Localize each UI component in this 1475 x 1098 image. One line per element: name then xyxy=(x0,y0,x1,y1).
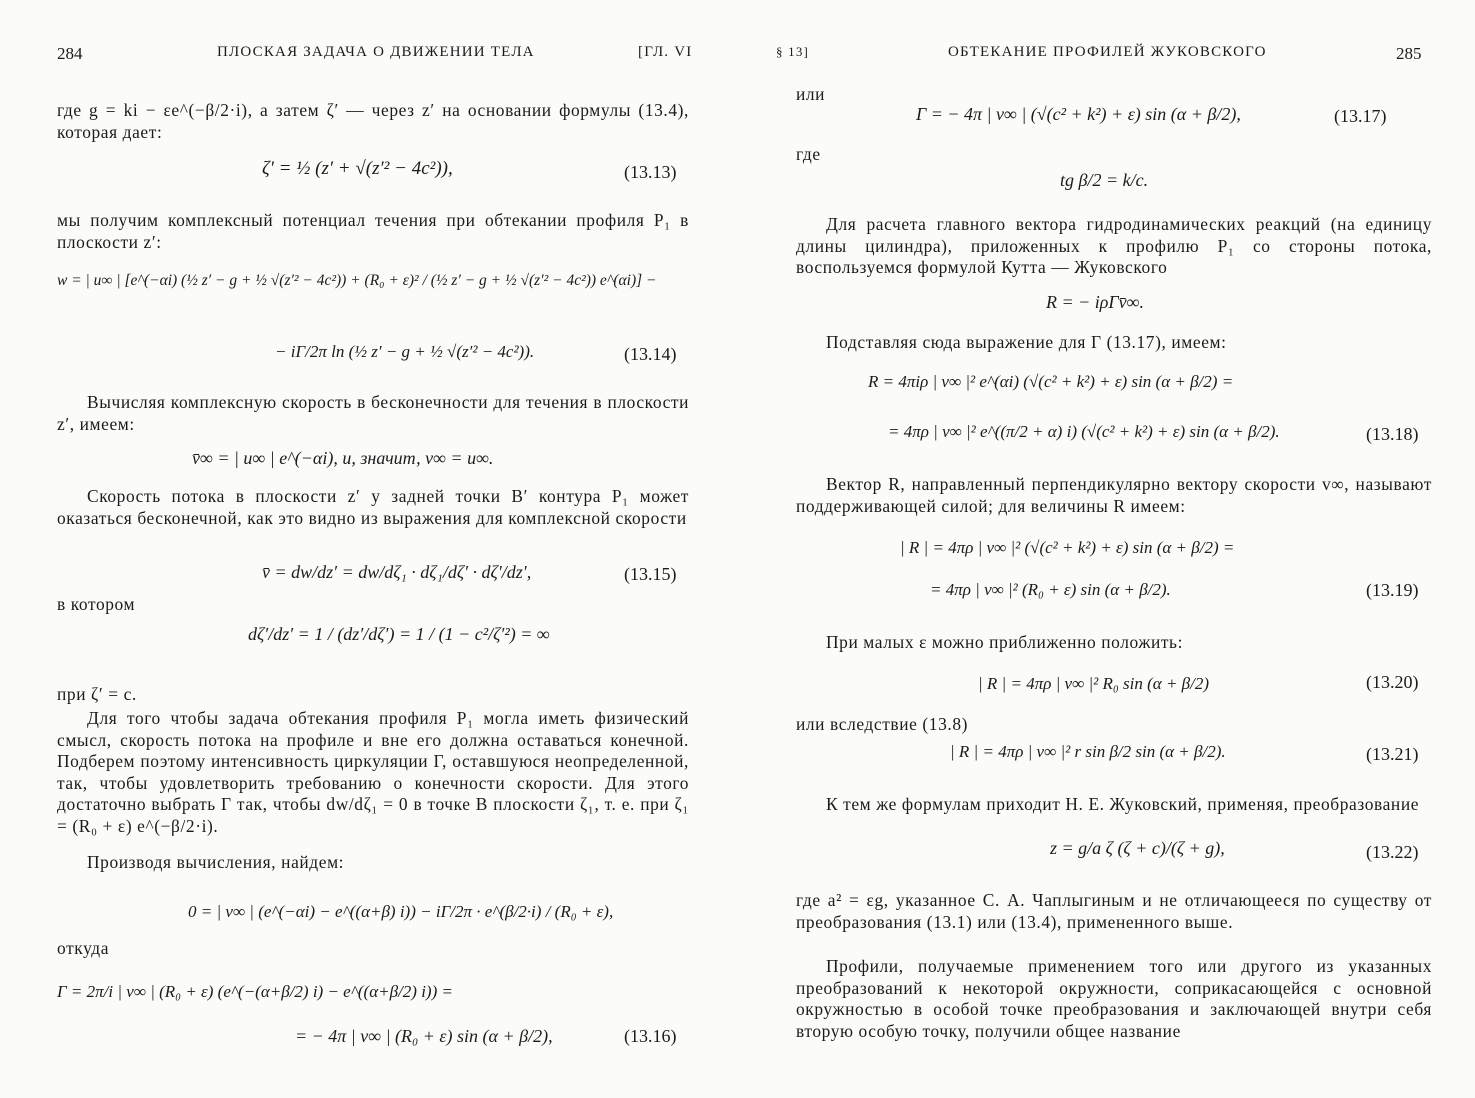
equation-13-20: | R | = 4πρ | v∞ |² R₀ sin (α + β/2) xyxy=(978,674,1210,693)
running-head: ПЛОСКАЯ ЗАДАЧА О ДВИЖЕНИИ ТЕЛА xyxy=(217,44,535,60)
paragraph: где g = ki − εe^(−β/2·i), а затем ζ′ — через z′ на основании формулы (13.4), которая дает: xyxy=(57,100,689,142)
paragraph: Подставляя сюда выражение для Γ (13.17), имеем: xyxy=(826,332,1227,352)
equation-13-15: v̄ = dw/dz′ = dw/dζ₁ · dζ₁/dζ′ · dζ′/dz′, xyxy=(262,562,532,582)
paragraph: или вследствие (13.8) xyxy=(796,714,969,734)
equation-kutta: R = − iρΓv̄∞. xyxy=(1046,292,1144,312)
paragraph: где xyxy=(796,144,821,164)
equation-13-18-line1: R = 4πiρ | v∞ |² e^(αi) (√(c² + k²) + ε) sin (α + β/2) = xyxy=(868,372,1234,391)
equation-number: (13.19) xyxy=(1366,580,1419,600)
paragraph: Вектор R, направленный перпендикулярно вектору скорости v∞, называют поддерживающей силой; для величины R имеем: xyxy=(796,474,1432,516)
equation-number: (13.14) xyxy=(624,344,677,364)
equation-number: (13.18) xyxy=(1366,424,1419,444)
equation-number: (13.15) xyxy=(624,564,677,584)
equation-13-14-line2: − iΓ/2π ln (½ z′ − g + ½ √(z′² − 4c²)). xyxy=(275,342,535,361)
equation-number: (13.17) xyxy=(1334,106,1387,126)
chapter-ref: [ГЛ. VI xyxy=(638,44,693,60)
paragraph: При малых ε можно приближенно положить: xyxy=(826,632,1184,652)
paragraph: в котором xyxy=(57,594,136,614)
equation-number: (13.20) xyxy=(1366,672,1419,692)
equation-13-22: z = g/a ζ (ζ + c)/(ζ + g), xyxy=(1050,838,1225,858)
equation-number: (13.16) xyxy=(624,1026,677,1046)
paragraph: Для того чтобы задача обтекания профиля P₁ могла иметь физический смысл, скорость потока на профиле и вне его должна оставаться конечной. Подберем поэтому интенсивность циркуляции Γ, оставшуюся неопределенной, так, чтобы удовлетворить требованию о конечности скорости. Для этого достаточно выбрать Γ так, чтобы dw/dζ₁ = 0 в точке B плоскости ζ₁, т. е. при ζ₁ = (R₀ + ε) e^(−β/2·i). xyxy=(57,708,689,836)
paragraph: где a² = εg, указанное С. А. Чаплыгиным и не отличающееся по существу от преобразования (13.1) или (13.4), примененного выше. xyxy=(796,890,1432,932)
paragraph: мы получим комплексный потенциал течения при обтекании профиля P₁ в плоскости z′: xyxy=(57,210,689,252)
equation-13-19-line2: = 4πρ | v∞ |² (R₀ + ε) sin (α + β/2). xyxy=(930,580,1171,599)
equation-13-13: ζ′ = ½ (z′ + √(z′² − 4c²)), xyxy=(262,158,453,179)
equation-13-16-line1: Γ = 2π/i | v∞ | (R₀ + ε) (e^(−(α+β/2) i) − e^((α+β/2) i)) = xyxy=(57,982,453,1001)
equation-v-infinity: v̄∞ = | u∞ | e^(−αi), и, значит, v∞ = u∞. xyxy=(192,448,494,468)
paragraph: Производя вычисления, найдем: xyxy=(87,852,345,872)
running-head: ОБТЕКАНИЕ ПРОФИЛЕЙ ЖУКОВСКОГО xyxy=(948,44,1267,60)
page-number: 285 xyxy=(1396,44,1422,63)
right-page xyxy=(738,0,1475,1098)
left-page xyxy=(0,0,737,1098)
paragraph: Скорость потока в плоскости z′ у задней точки B′ контура P₁ может оказаться бесконечной, как это видно из выражения для комплексной скорости xyxy=(57,486,689,528)
paragraph: Вычисляя комплексную скорость в бесконечности для течения в плоскости z′, имеем: xyxy=(57,392,689,434)
equation-13-21: | R | = 4πρ | v∞ |² r sin β/2 sin (α + β/2). xyxy=(950,742,1226,761)
equation-zero: 0 = | v∞ | (e^(−αi) − e^((α+β) i)) − iΓ/2π · e^(β/2·i) / (R₀ + ε), xyxy=(188,902,614,921)
equation-infinity: dζ′/dz′ = 1 / (dz′/dζ′) = 1 / (1 − c²/ζ′²) = ∞ xyxy=(248,624,550,644)
paragraph: при ζ′ = c. xyxy=(57,684,137,704)
equation-13-19-line1: | R | = 4πρ | v∞ |² (√(c² + k²) + ε) sin (α + β/2) = xyxy=(900,538,1235,557)
equation-13-17: Γ = − 4π | v∞ | (√(c² + k²) + ε) sin (α + β/2), xyxy=(916,104,1241,124)
equation-number: (13.21) xyxy=(1366,744,1419,764)
page-number: 284 xyxy=(57,44,83,63)
section-ref: § 13] xyxy=(776,44,810,59)
equation-13-18-line2: = 4πρ | v∞ |² e^((π/2 + α) i) (√(c² + k²) + ε) sin (α + β/2). xyxy=(888,422,1280,441)
equation-number: (13.22) xyxy=(1366,842,1419,862)
equation-tg: tg β/2 = k/c. xyxy=(1060,170,1149,190)
paragraph: или xyxy=(796,84,826,104)
paragraph: откуда xyxy=(57,938,110,958)
paragraph: Профили, получаемые применением того или другого из указанных преобразований к некоторой окружности, соприкасающейся с основной окружностью в особой точке преобразования и заключающей внутри себя вторую особую точку, получили общее название xyxy=(796,956,1432,1041)
paragraph: Для расчета главного вектора гидродинамических реакций (на единицу длины цилиндра), приложенных к профилю P₁ со стороны потока, воспользуемся формулой Кутта — Жуковского xyxy=(796,214,1432,277)
equation-13-16-line2: = − 4π | v∞ | (R₀ + ε) sin (α + β/2), xyxy=(295,1026,553,1046)
equation-13-14-line1: w = | u∞ | [e^(−αi) (½ z′ − g + ½ √(z′² − 4c²)) + (R₀ + ε)² / (½ z′ − g + ½ √(z′² − 4c²)) e^(αi)] − xyxy=(57,272,657,289)
paragraph: К тем же формулам приходит Н. Е. Жуковский, применяя, преобразование xyxy=(826,794,1420,814)
equation-number: (13.13) xyxy=(624,162,677,182)
